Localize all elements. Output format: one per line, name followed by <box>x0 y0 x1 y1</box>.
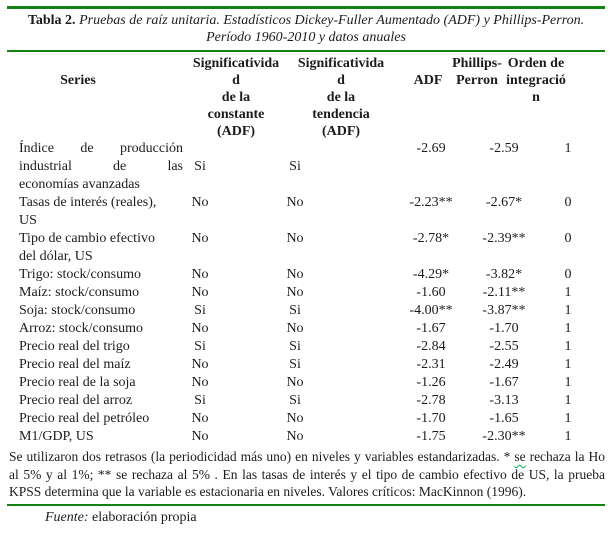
text-line: -1.26 <box>416 375 446 390</box>
notes-wavy-word: se <box>514 449 526 464</box>
text-line: Orden de <box>507 56 565 71</box>
text-line: de la <box>221 90 251 105</box>
text-line: No <box>191 321 209 336</box>
cell-orden-integracion <box>528 428 608 446</box>
text-line: -2.84 <box>416 339 446 354</box>
text-line: -2.78 <box>416 393 446 408</box>
text-line: integració <box>506 73 566 88</box>
cell-adf <box>391 266 471 284</box>
cell-significatividad-constante <box>160 428 240 446</box>
notes-text-end: rechaza la Ho al 5% y al 1%; ** se rechaza al 5% . En las tasas de interés y el tipo de cambio efectivo de US, la prueba KPSS determina que la variable es estacionaria en niveles. Valores críticos: MacKinnon (1996). <box>9 449 605 499</box>
text-line: Si <box>194 159 206 174</box>
table-number-label: Tabla 2. <box>27 13 76 28</box>
cell-adf <box>391 356 471 374</box>
text-line: No <box>286 195 304 210</box>
text-line: 1 <box>564 429 572 444</box>
cell-series <box>7 194 183 230</box>
cell-orden-integracion <box>528 356 608 374</box>
cell-significatividad-constante <box>160 302 240 320</box>
text-line: 1 <box>564 141 572 156</box>
cell-significatividad-constante <box>160 410 240 428</box>
text-line: Precio real del petróleo <box>19 411 150 426</box>
text-line: -4.00** <box>409 303 453 318</box>
table-row <box>7 230 605 266</box>
text-line: 0 <box>564 231 572 246</box>
text-line: Si <box>289 159 301 174</box>
text-line: Arroz: stock/consumo <box>19 321 144 336</box>
table-row <box>7 428 605 446</box>
cell-adf <box>391 302 471 320</box>
text-line: constante <box>207 107 265 122</box>
text-line: Soja: stock/consumo <box>19 303 136 318</box>
cell-orden-integracion <box>528 194 608 212</box>
text-line: No <box>286 429 304 444</box>
cell-series <box>7 320 183 338</box>
text-line: -2.23** <box>409 195 453 210</box>
source-text: elaboración propia <box>88 509 197 525</box>
text-line: Significativida <box>192 56 280 71</box>
text-line: -2.39** <box>482 231 526 246</box>
title-divider-line <box>7 50 605 52</box>
text-line: Series <box>60 73 96 88</box>
text-line: 0 <box>564 195 572 210</box>
text-line: 1 <box>564 375 572 390</box>
cell-series <box>7 428 183 446</box>
cell-adf <box>391 392 471 410</box>
cell-adf <box>391 230 471 248</box>
text-line: d <box>232 73 240 88</box>
text-line: -2.78* <box>412 231 450 246</box>
header-cell-significatividad-tendencia <box>286 55 396 140</box>
cell-adf <box>391 284 471 302</box>
cell-significatividad-tendencia <box>255 140 335 176</box>
text-line: 1 <box>564 339 572 354</box>
cell-adf <box>391 320 471 338</box>
text-line: de la <box>326 90 356 105</box>
text-line: -1.65 <box>489 411 519 426</box>
text-line: No <box>191 285 209 300</box>
cell-series <box>7 356 183 374</box>
table-row <box>7 194 605 230</box>
cell-significatividad-constante <box>160 230 240 248</box>
text-line: Precio real del trigo <box>19 339 130 354</box>
text-line: -1.67 <box>489 375 519 390</box>
text-line: 1 <box>564 411 572 426</box>
cell-significatividad-constante <box>160 194 240 212</box>
cell-orden-integracion <box>528 266 608 284</box>
table-title-line2: Período 1960-2010 y datos anuales <box>206 30 406 45</box>
text-line: -4.29* <box>412 267 450 282</box>
cell-significatividad-tendencia <box>255 266 335 284</box>
text-line: tendencia <box>312 107 370 122</box>
cell-significatividad-tendencia <box>255 230 335 248</box>
header-cell-series <box>18 55 138 89</box>
text-line: Maíz: stock/consumo <box>19 285 140 300</box>
text-line: -1.70 <box>489 321 519 336</box>
text-line: No <box>286 411 304 426</box>
text-line: No <box>191 231 209 246</box>
text-line: -2.59 <box>489 141 519 156</box>
table-row <box>7 374 605 392</box>
text-line <box>18 55 138 72</box>
text-line: No <box>191 357 209 372</box>
text-line: Tipo de cambio efectivo <box>19 231 155 246</box>
table-row <box>7 338 605 356</box>
cell-adf <box>391 428 471 446</box>
cell-significatividad-tendencia <box>255 338 335 356</box>
cell-significatividad-constante <box>160 392 240 410</box>
cell-significatividad-tendencia <box>255 284 335 302</box>
table-title <box>7 9 605 50</box>
text-line: Si <box>289 339 301 354</box>
cell-significatividad-constante <box>160 266 240 284</box>
text-line: del dólar, US <box>19 249 93 264</box>
table-row <box>7 320 605 338</box>
cell-orden-integracion <box>528 374 608 392</box>
text-line: Tasas de interés (reales), <box>19 195 157 210</box>
cell-significatividad-constante <box>160 284 240 302</box>
text-line: -1.75 <box>416 429 446 444</box>
text-line: No <box>191 429 209 444</box>
table-row <box>7 392 605 410</box>
text-line: economías avanzadas <box>19 177 140 192</box>
cell-orden-integracion <box>528 140 608 158</box>
table-title-line1 <box>7 12 605 29</box>
cell-series <box>7 140 183 194</box>
text-line: (ADF) <box>321 124 361 139</box>
text-line <box>160 140 240 158</box>
cell-series <box>7 266 183 284</box>
table-title-text: Pruebas de raíz unitaria. Estadísticos Dickey-Fuller Aumentado (ADF) y Phillips-Perron. <box>79 13 585 28</box>
text-line: -2.49 <box>489 357 519 372</box>
text-line: No <box>286 267 304 282</box>
text-line: Significativida <box>297 56 385 71</box>
notes-text-start: Se utilizaron dos retrasos (la periodicidad más uno) en niveles y variables estandarizadas. * <box>9 449 515 464</box>
text-line: Si <box>289 357 301 372</box>
text-line: n <box>532 90 540 105</box>
text-line: -2.67* <box>485 195 523 210</box>
source-label: Fuente: <box>45 509 89 525</box>
text-line: -2.11** <box>482 285 526 300</box>
cell-significatividad-constante <box>160 140 240 176</box>
cell-orden-integracion <box>528 302 608 320</box>
text-line <box>255 140 335 158</box>
text-line: No <box>286 321 304 336</box>
cell-significatividad-tendencia <box>255 392 335 410</box>
header-cell-orden-integracion <box>491 55 581 106</box>
text-line: Perron <box>456 73 498 88</box>
cell-series <box>7 302 183 320</box>
cell-orden-integracion <box>528 392 608 410</box>
text-line: -2.31 <box>416 357 446 372</box>
header-cell-significatividad-constante <box>181 55 291 140</box>
text-line: 0 <box>564 267 572 282</box>
table-row <box>7 356 605 374</box>
text-line: -2.30** <box>482 429 526 444</box>
text-line: -1.60 <box>416 285 446 300</box>
cell-significatividad-tendencia <box>255 194 335 212</box>
cell-significatividad-tendencia <box>255 356 335 374</box>
cell-significatividad-tendencia <box>255 428 335 446</box>
text-line: No <box>286 285 304 300</box>
cell-significatividad-tendencia <box>255 374 335 392</box>
text-line: Precio real del maíz <box>19 357 131 372</box>
text-line: Si <box>194 303 206 318</box>
text-line: d <box>337 73 345 88</box>
cell-series <box>7 284 183 302</box>
text-line: Trigo: stock/consumo <box>19 267 141 282</box>
text-line: (ADF) <box>216 124 256 139</box>
cell-series <box>7 338 183 356</box>
text-line: No <box>191 375 209 390</box>
text-line: Si <box>194 339 206 354</box>
text-line: Phillips- <box>452 56 502 71</box>
cell-significatividad-constante <box>160 320 240 338</box>
source-line <box>7 506 605 528</box>
text-line: 1 <box>564 393 572 408</box>
cell-series <box>7 230 183 266</box>
cell-orden-integracion <box>528 410 608 428</box>
text-line: No <box>286 375 304 390</box>
cell-adf <box>391 194 471 212</box>
cell-series <box>7 410 183 428</box>
text-line: -3.82* <box>485 267 523 282</box>
table-row <box>7 266 605 284</box>
text-line: 1 <box>564 303 572 318</box>
text-line: Precio real de la soja <box>19 375 136 390</box>
cell-adf <box>391 338 471 356</box>
text-line: Precio real del arroz <box>19 393 133 408</box>
text-line: Si <box>289 393 301 408</box>
text-line: -2.55 <box>489 339 519 354</box>
text-line: Índice de producción <box>19 141 183 156</box>
text-line: -2.69 <box>416 141 446 156</box>
cell-significatividad-constante <box>160 356 240 374</box>
text-line: industrial de las <box>19 159 183 174</box>
text-line: 1 <box>564 357 572 372</box>
table-notes <box>7 446 605 504</box>
cell-orden-integracion <box>528 284 608 302</box>
text-line: No <box>191 267 209 282</box>
text-line: ADF <box>413 73 443 88</box>
table-body <box>7 140 605 446</box>
text-line: -3.87** <box>482 303 526 318</box>
table-row <box>7 302 605 320</box>
cell-orden-integracion <box>528 320 608 338</box>
cell-orden-integracion <box>528 338 608 356</box>
table-row <box>7 140 605 194</box>
table-row <box>7 410 605 428</box>
text-line: 1 <box>564 321 572 336</box>
cell-adf <box>391 410 471 428</box>
cell-adf <box>391 140 471 158</box>
text-line: -1.67 <box>416 321 446 336</box>
text-line: US <box>19 213 37 228</box>
text-line: Si <box>194 393 206 408</box>
cell-orden-integracion <box>528 230 608 248</box>
cell-significatividad-tendencia <box>255 320 335 338</box>
text-line: -3.13 <box>489 393 519 408</box>
text-line: No <box>191 411 209 426</box>
text-line: -1.70 <box>416 411 446 426</box>
table-row <box>7 284 605 302</box>
cell-significatividad-constante <box>160 374 240 392</box>
cell-significatividad-constante <box>160 338 240 356</box>
table-header-row <box>7 55 605 140</box>
text-line: No <box>191 195 209 210</box>
cell-significatividad-tendencia <box>255 410 335 428</box>
cell-adf <box>391 374 471 392</box>
text-line: 1 <box>564 285 572 300</box>
text-line: Si <box>289 303 301 318</box>
cell-series <box>7 392 183 410</box>
cell-significatividad-tendencia <box>255 302 335 320</box>
text-line: No <box>286 231 304 246</box>
text-line: M1/GDP, US <box>19 429 94 444</box>
cell-series <box>7 374 183 392</box>
